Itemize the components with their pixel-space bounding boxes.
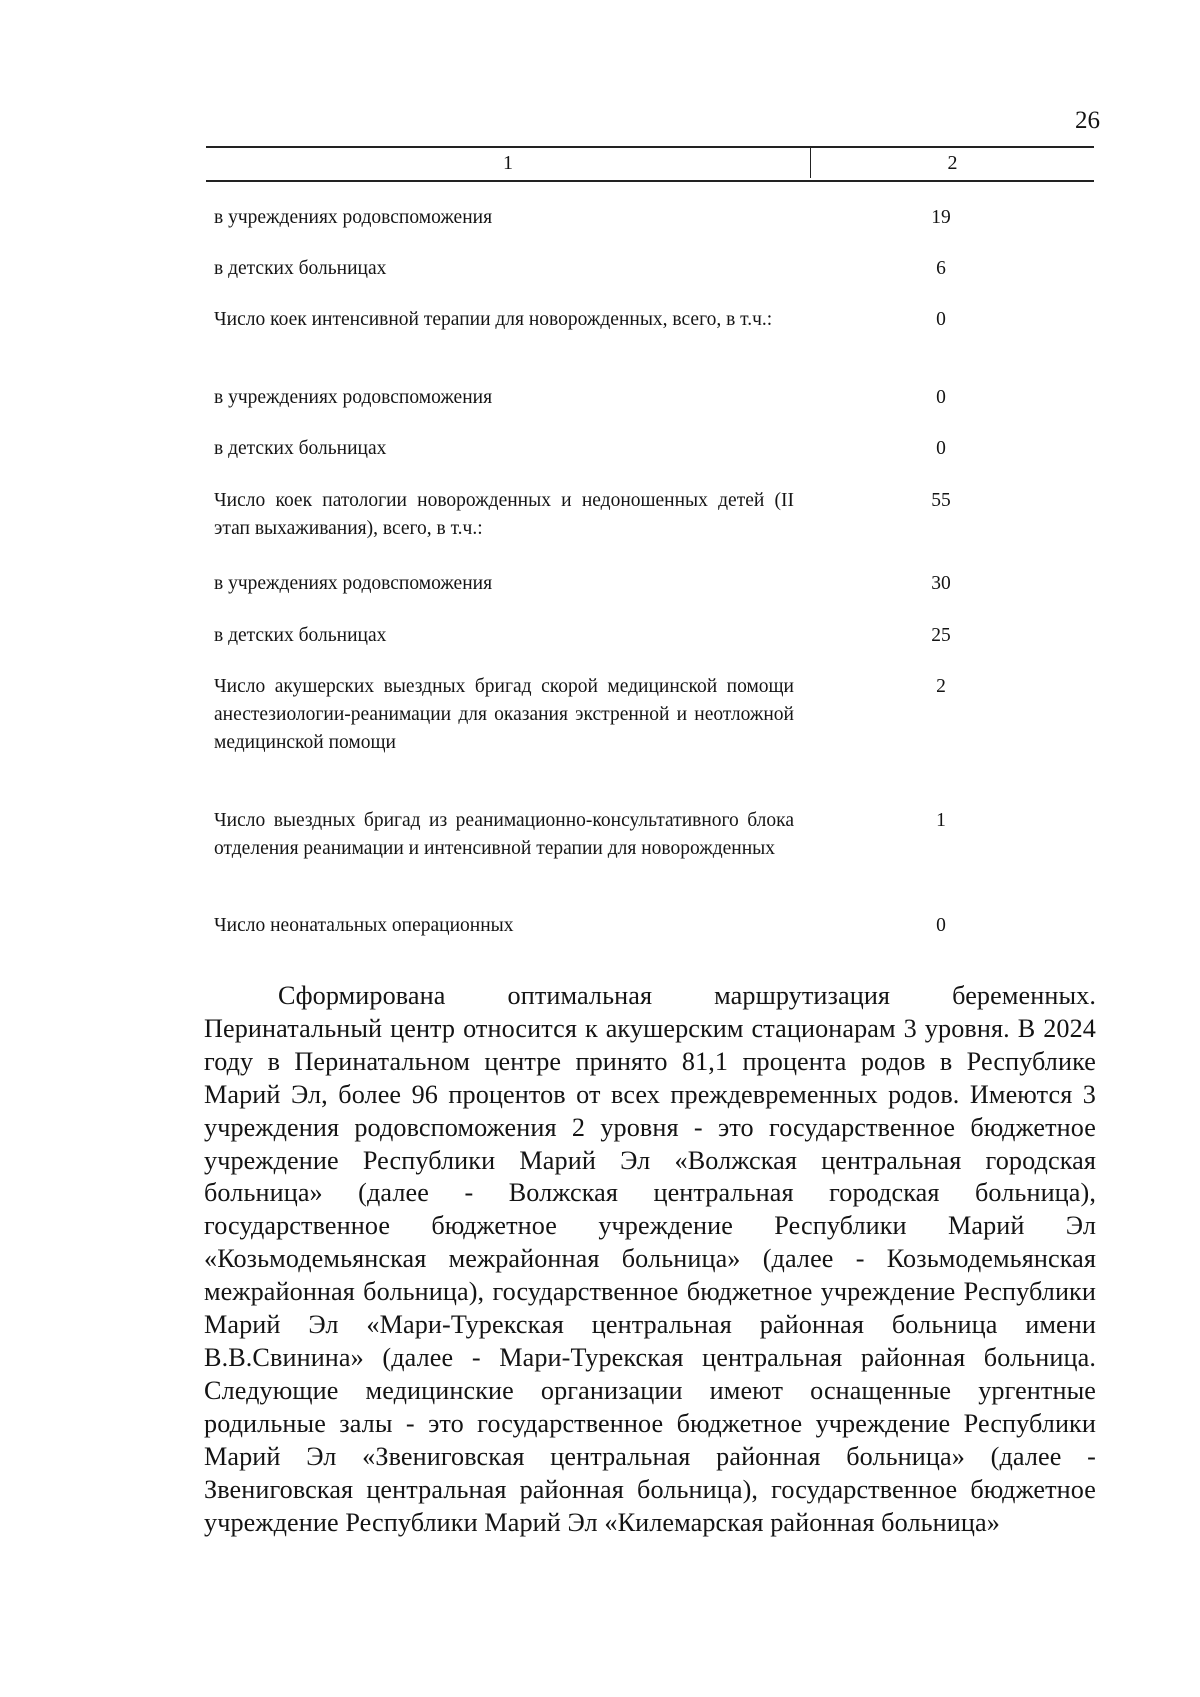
row-value: 2 (936, 676, 946, 697)
row-label: в учреждениях родовспоможения (214, 207, 493, 228)
row-label: в учреждениях родовспоможения (214, 387, 493, 408)
row-value: 19 (931, 207, 951, 228)
page-number: 26 (1075, 107, 1100, 134)
row-label: в детских больницах (214, 258, 387, 279)
row-label: Число неонатальных операционных (214, 915, 514, 936)
table-header-col-2: 2 (947, 152, 958, 174)
row-value: 6 (936, 258, 946, 279)
row-label: в учреждениях родовспоможения (214, 573, 493, 594)
row-value: 0 (936, 915, 946, 936)
row-value: 0 (936, 387, 946, 408)
row-label: Число акушерских выездных бригад скорой медицинской помощи анестезиологии-реанимации для оказания экстренной и неотложной медицинской помощи (214, 676, 794, 753)
row-label: в детских больницах (214, 438, 387, 459)
row-value: 1 (936, 810, 946, 831)
row-label: Число коек интенсивной терапии для новорожденных, всего, в т.ч.: (214, 309, 773, 330)
row-label: в детских больницах (214, 625, 387, 646)
table-header-col-1: 1 (206, 148, 811, 178)
row-value: 30 (931, 573, 951, 594)
row-label: Число коек патологии новорожденных и недоношенных детей (II этап выхаживания), всего, в т.ч.: (214, 490, 794, 539)
row-value: 0 (936, 309, 946, 330)
row-value: 55 (931, 490, 951, 511)
row-value: 0 (936, 438, 946, 459)
body-paragraph: Сформирована оптимальная маршрутизация беременных. Перинатальный центр относится к акушерским стационарам 3 уровня. В 2024 году в Перинатальном центре принято 81,1 процента родов в Республике Марий Эл, более 96 процентов от всех преждевременных родов. Имеются 3 учреждения родовспоможения 2 уровня - это государственное бюджетное учреждение Республики Марий Эл «Волжская центральная городская больница» (далее - Волжская центральная городская больница), государственное бюджетное учреждение Республики Марий Эл «Козьмодемьянская межрайонная больница» (далее - Козьмодемьянская межрайонная больница), государственное бюджетное учреждение Республики Марий Эл «Мари-Турекская центральная районная больница имени В.В.Свинина» (далее - Мари-Турекская центральная районная больница. Следующие медицинские организации имеют оснащенные ургентные родильные залы - это государственное бюджетное учреждение Республики Марий Эл «Звениговская центральная районная больница» (далее - Звениговская центральная районная больница), государственное бюджетное учреждение Республики Марий Эл «Килемарская районная больница» (204, 981, 1096, 1537)
table-header (206, 146, 1094, 182)
row-value: 25 (931, 625, 951, 646)
row-label: Число выездных бригад из реанимационно-консультативного блока отделения реанимации и интенсивной терапии для новорожденных (214, 810, 794, 859)
